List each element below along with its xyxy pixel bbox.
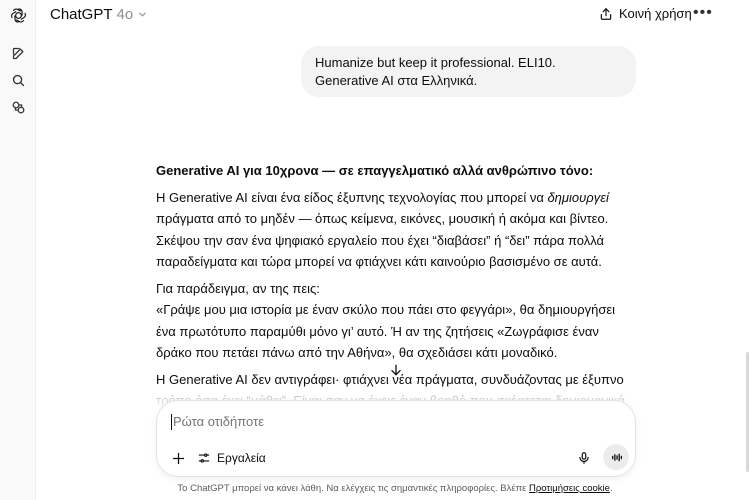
share-button[interactable] — [599, 6, 692, 21]
response-paragraph-2: Για παράδειγμα, αν της πεις: «Γράψε μου μια ιστορία με έναν σκύλο που πάει στο φεγγάρι», θα δημιουργήσει ένα πρωτότυπο παραμύθι μόνο γι’ αυτό. Ή αν της ζητήσεις «Ζωγράφισε έναν δράκο που πετάει πάνω από την Αθήνα», θα σχεδιάσει κάτι μοναδικό. — [156, 280, 616, 360]
share-icon — [599, 7, 613, 21]
composer — [156, 400, 636, 477]
left-rail — [0, 0, 36, 500]
chevron-down-icon — [137, 9, 148, 20]
disclaimer-end: . — [609, 483, 613, 494]
response-paragraph-3: Η Generative AI δεν αντιγράφει· φτιάχνει νέα πράγματα, συνδυάζοντας με έξυπνο — [156, 371, 624, 387]
tools-label: Εργαλεία — [217, 451, 266, 465]
input-caret — [171, 414, 172, 430]
arrow-down-icon[interactable] — [386, 360, 406, 380]
new-chat-icon[interactable] — [9, 44, 27, 62]
disclaimer-text: Το ChatGPT μπορεί να κάνει λάθη. Να ελέγχεις τις σημαντικές πληροφορίες. Βλέπε — [177, 483, 530, 494]
top-bar — [36, 0, 750, 32]
sliders-icon — [197, 451, 211, 465]
search-icon[interactable] — [9, 71, 27, 89]
scrollbar[interactable] — [746, 352, 749, 472]
model-selector[interactable] — [50, 6, 148, 23]
voice-mode-icon[interactable] — [603, 444, 629, 470]
library-icon[interactable] — [9, 98, 27, 116]
model-version: 4o — [116, 6, 134, 23]
mic-icon[interactable] — [575, 449, 593, 467]
share-label: Κοινή χρήση — [619, 6, 692, 21]
more-icon[interactable]: ••• — [693, 4, 713, 21]
response-paragraph-1: Η Generative AI είναι ένα είδος έξυπνης τεχνολογίας που μπορεί να δημιουργεί πράγματα από το μηδέν — όπως κείμενα, εικόνες, μουσική ή ακόμα και βίντεο. Σκέψου την σαν ένα ψηφιακό εργαλείο που έχει “διαβάσει” ή “δει” πάρα πολλά παραδείγματα και τώρα μπορεί να φτιάχνει κάτι καινούριο βασισμένο σε αυτά. — [156, 189, 609, 269]
disclaimer — [0, 483, 750, 494]
openai-logo-icon[interactable] — [9, 6, 27, 24]
prompt-input[interactable] — [171, 414, 611, 429]
plus-icon[interactable] — [169, 449, 187, 467]
cookie-preferences-link[interactable]: Προτιμήσεις cookie — [529, 483, 610, 494]
tools-button[interactable] — [197, 449, 266, 467]
user-message: Humanize but keep it professional. ELI10. Generative AI στα Ελληνικά. — [301, 46, 636, 97]
response-heading: Generative AI για 10χρονα — σε επαγγελματικό αλλά ανθρώπινο τόνο: — [156, 163, 594, 178]
model-name: ChatGPT — [50, 6, 113, 23]
